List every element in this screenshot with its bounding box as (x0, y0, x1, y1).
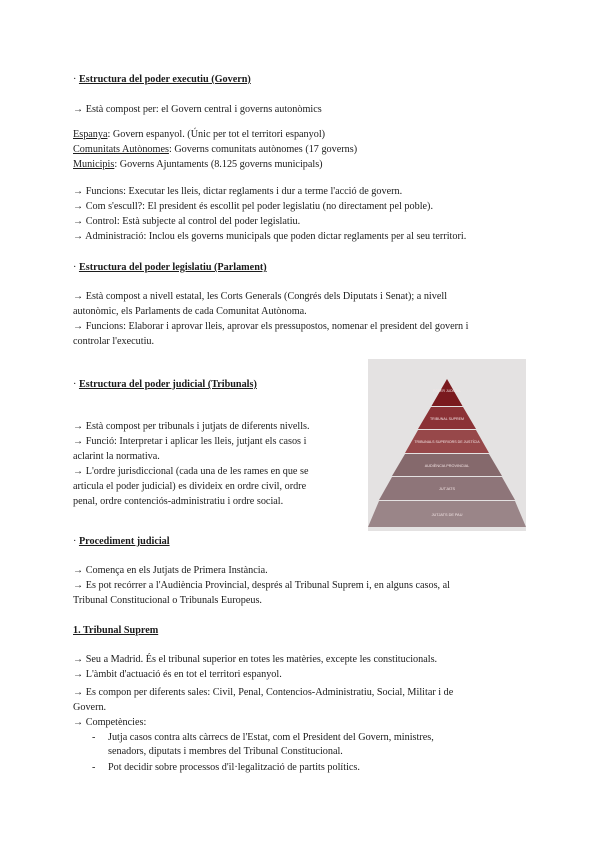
bullet: · (73, 536, 77, 547)
executive-control: → Control: Està subjecte al control del poder legislatiu. (73, 216, 301, 227)
procedure-line3: Tribunal Constitucional o Tribunals Europeus. (73, 595, 262, 606)
procedure-line2: → Es pot recórrer a l'Audiència Provincial, després al Tribunal Suprem i, en alguns casos, al (73, 580, 450, 591)
legislative-functions-line2: controlar l'executiu. (73, 336, 155, 347)
supreme-competence-1-line2: senadors, diputats i membres del Tribunal Constitucional. (108, 746, 343, 757)
section-judicial-heading (73, 378, 257, 391)
section-supreme-heading: 1. Tribunal Suprem (73, 625, 159, 636)
judicial-composed: → Està compost per tribunals i jutjats de diferents nivells. (73, 421, 310, 432)
heading-text: Procediment judicial (78, 536, 170, 547)
bullet: · (73, 379, 77, 390)
judicial-order-line1: → L'ordre jurisdiccional (cada una de les rames en que se (73, 466, 309, 477)
pyramid-label-6: JUTJATS DE PAU (431, 513, 463, 517)
executive-line-spain: Espanya: Govern espanyol. (Únic per tot el territori espanyol) (73, 129, 326, 140)
bullet: · (73, 262, 77, 273)
pyramid-label-3: TRIBUNALS SUPERIORS DE JUSTÍCIA (414, 440, 480, 444)
pyramid-svg (368, 359, 526, 531)
pyramid-label-4: AUDIÈNCIA PROVINCIAL (424, 464, 470, 468)
section-executive-heading (73, 73, 251, 86)
legislative-composed-line1: → Està compost a nivell estatal, les Corts Generals (Congrés dels Diputats i Senat); a nivell (73, 291, 448, 302)
supreme-chambers-line2: Govern. (73, 702, 107, 713)
judicial-function-line2: aclarint la normativa. (73, 451, 160, 462)
supreme-competence-2: Pot decidir sobre processos d'il·legalització de partits polítics. (108, 762, 360, 773)
supreme-chambers-line1: → Es compon per diferents sales: Civil, Penal, Contencios-Administratiu, Social, Militar i de (73, 687, 454, 698)
pyramid-label-1: PODER JUDICIAL (432, 389, 462, 393)
executive-line-autonomous: Comunitats Autònomes: Governs comunitats autònomes (17 governs) (73, 144, 358, 155)
list-dash: - (92, 732, 96, 743)
executive-composed: → Està compost per: el Govern central i governs autonòmics (73, 104, 322, 115)
legislative-composed-line2: autonòmic, els Parlaments de cada Comunitat Autònoma. (73, 306, 307, 317)
pyramid-label-2: TRIBUNAL SUPREM (429, 417, 465, 421)
legislative-functions-line1: → Funcions: Elaborar i aprovar lleis, aprovar els pressupostos, nomenar el president del govern i (73, 321, 469, 332)
judicial-order-line3: penal, ordre contenciós-administratiu i ordre social. (73, 496, 284, 507)
supreme-competence-1-line1: Jutja casos contra alts càrrecs de l'Estat, com el President del Govern, ministres, (108, 732, 434, 743)
heading-text: Estructura del poder executiu (Govern) (78, 74, 251, 85)
section-legislative-heading (73, 261, 267, 274)
judicial-pyramid-diagram (368, 359, 526, 531)
executive-functions: → Funcions: Executar les lleis, dictar reglaments i dur a terme l'acció de govern. (73, 186, 403, 197)
executive-election: → Com s'escull?: El president és escollit pel poder legislatiu (no directament pel poble). (73, 201, 433, 212)
supreme-seat: → Seu a Madrid. És el tribunal superior en totes les matèries, excepte les constitucionals. (73, 654, 438, 665)
supreme-competences: → Competències: (73, 717, 147, 728)
executive-administration: → Administració: Inclou els governs municipals que poden dictar reglaments per al seu territori. (73, 231, 467, 242)
judicial-function-line1: → Funció: Interpretar i aplicar les lleis, jutjant els casos i (73, 436, 307, 447)
list-dash: - (92, 762, 96, 773)
heading-text: Estructura del poder legislatiu (Parlament) (78, 262, 267, 273)
executive-line-municipal: Municipis: Governs Ajuntaments (8.125 governs municipals) (73, 159, 323, 170)
section-procedure-heading (73, 535, 170, 548)
pyramid-label-5: JUTJATS (439, 487, 455, 491)
bullet: · (73, 74, 77, 85)
supreme-scope: → L'àmbit d'actuació és en tot el territori espanyol. (73, 669, 282, 680)
heading-text: Estructura del poder judicial (Tribunals) (78, 379, 257, 390)
procedure-line1: → Comença en els Jutjats de Primera Instància. (73, 565, 268, 576)
judicial-order-line2: articula el poder judicial) es divideix en ordre civil, ordre (73, 481, 307, 492)
